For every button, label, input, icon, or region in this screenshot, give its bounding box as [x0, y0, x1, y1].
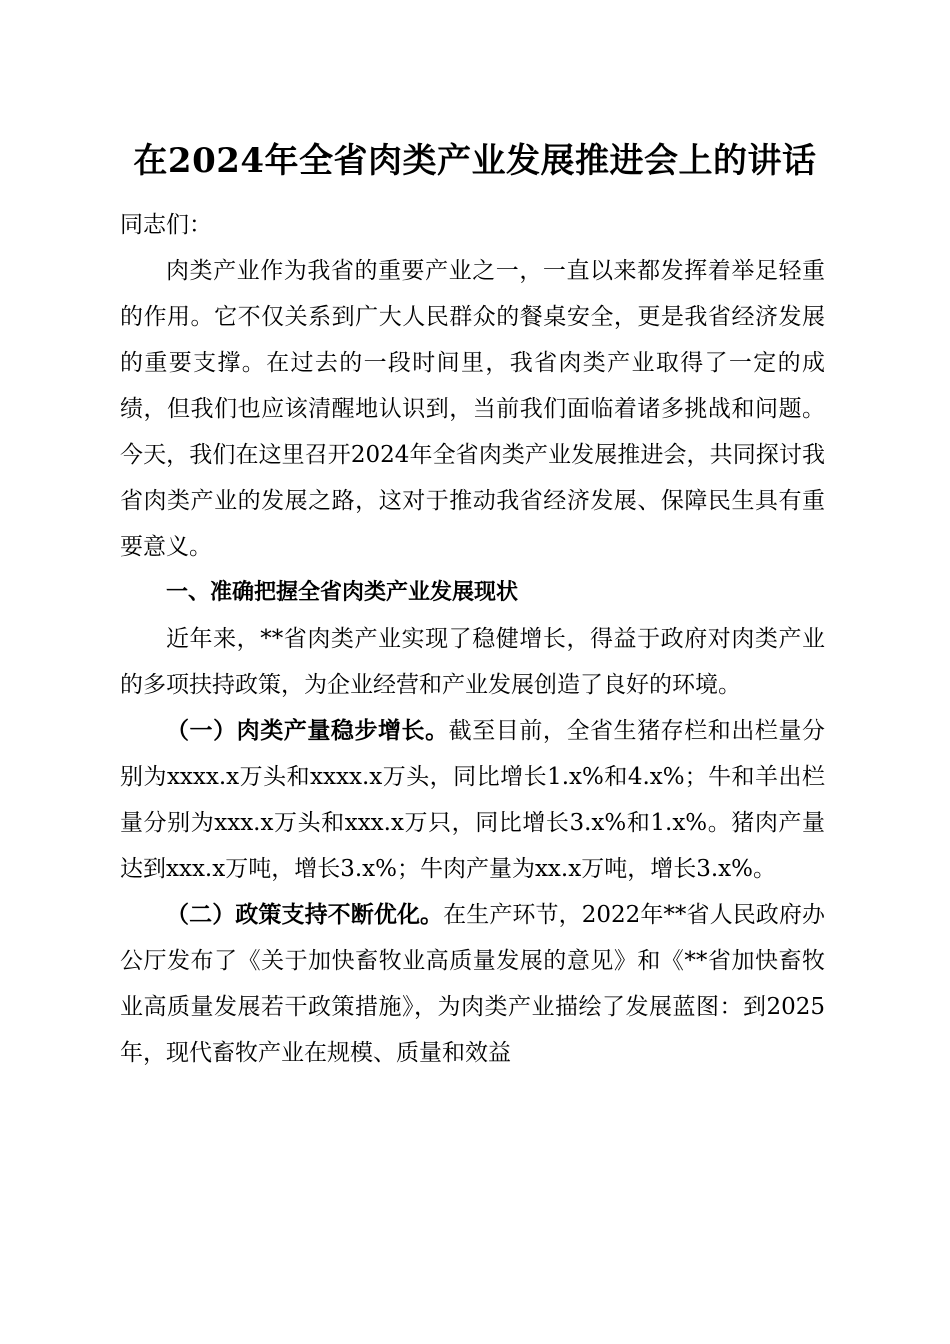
section-heading-1: 一、准确把握全省肉类产业发展现状	[166, 580, 519, 605]
intro-paragraph: 肉类产业作为我省的重要产业之一，一直以来都发挥着举足轻重的作用。它不仅关系到广大人民群众的餐桌安全，更是我省经济发展的重要支撑。在过去的一段时间里，我省肉类产业取得了一定的成绩，但我们也应该清醒地认识到，当前我们面临着诸多挑战和问题。今天，我们在这里召开2024年全省肉类产业发展推进会，共同探讨我省肉类产业的发展之路，这对于推动我省经济发展、保障民生具有重要意义。	[120, 258, 825, 560]
section-1-paragraph: 近年来，**省肉类产业实现了稳健增长，得益于政府对肉类产业的多项扶持政策，为企业经营和产业发展创造了良好的环境。	[120, 626, 825, 698]
subsection-2-heading: （二）政策支持不断优化。	[166, 901, 444, 928]
greeting: 同志们：	[120, 212, 212, 238]
subsection-1-paragraph	[120, 708, 825, 892]
document-title: 在2024年全省肉类产业发展推进会上的讲话	[133, 141, 817, 181]
subsection-2-text: 在生产环节，2022年**省人民政府办公厅发布了《关于加快畜牧业高质量发展的意见》和《**省加快畜牧业高质量发展若干政策措施》，为肉类产业描绘了发展蓝图：到2025年，现代畜牧产业在规模、质量和效益	[120, 902, 825, 1066]
subsection-2-paragraph	[120, 892, 825, 1076]
subsection-1-text: 截至目前，全省生猪存栏和出栏量分别为xxxx.x万头和xxxx.x万头，同比增长1.x%和4.x%；牛和羊出栏量分别为xxx.x万头和xxx.x万只，同比增长3.x%和1.x%。猪肉产量达到xxx.x万吨，增长3.x%；牛肉产量为xx.x万吨，增长3.x%。	[120, 718, 826, 882]
subsection-1-heading: （一）肉类产量稳步增长。	[166, 717, 449, 744]
document-body	[120, 202, 825, 1076]
